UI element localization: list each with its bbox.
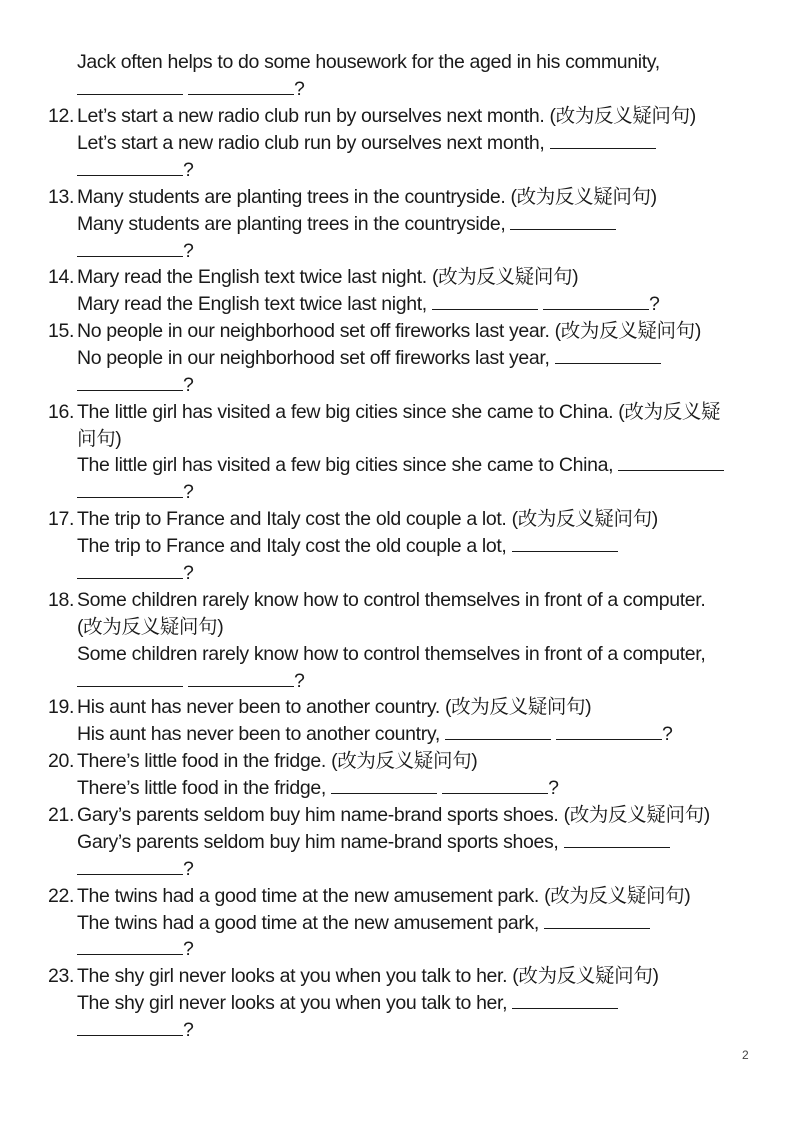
answer-blank[interactable] (77, 560, 183, 579)
question-number: 21. (48, 804, 75, 826)
answer-blank[interactable] (510, 211, 616, 230)
answer-stem: His aunt has never been to another country, (77, 723, 440, 745)
answer-stem: There’s little food in the fridge, (77, 777, 326, 799)
question-prompt: There’s little food in the fridge. (77, 750, 326, 772)
answer-stem: Mary read the English text twice last night, (77, 293, 427, 315)
question-mark: ? (183, 240, 194, 262)
question-prompt: His aunt has never been to another country. (77, 696, 440, 718)
instruction: (改为反义疑问句) (554, 320, 701, 342)
answer-blank[interactable] (432, 291, 538, 310)
question-number: 20. (48, 750, 75, 772)
question-number: 19. (48, 696, 75, 718)
answer-blank[interactable] (544, 910, 650, 929)
answer-blank[interactable] (550, 130, 656, 149)
answer-blank[interactable] (445, 721, 551, 740)
question-number: 17. (48, 508, 75, 530)
answer-blank[interactable] (555, 345, 661, 364)
question-number: 18. (48, 589, 75, 611)
answer-blank[interactable] (331, 775, 437, 794)
answer-stem: Many students are planting trees in the countryside, (77, 213, 506, 235)
answer-blank[interactable] (77, 479, 183, 498)
question-mark: ? (661, 723, 673, 745)
answer-blank[interactable] (442, 775, 548, 794)
answer-blank[interactable] (77, 936, 183, 955)
question-prompt: The shy girl never looks at you when you talk to her. (77, 965, 508, 987)
answer-stem: The trip to France and Italy cost the old couple a lot, (77, 535, 507, 557)
answer-blank[interactable] (188, 668, 294, 687)
answer-blank[interactable] (543, 291, 649, 310)
answer-blank[interactable] (77, 76, 183, 95)
question-mark: ? (294, 670, 305, 692)
question-prompt: No people in our neighborhood set off fireworks last year. (77, 320, 550, 342)
question-prompt: Many students are planting trees in the countryside. (77, 186, 506, 208)
answer-blank[interactable] (556, 721, 662, 740)
question-mark: ? (648, 293, 660, 315)
answer-blank[interactable] (564, 829, 670, 848)
page-number: 2 (742, 1048, 749, 1062)
instruction: (改为反义疑问句) (563, 804, 710, 826)
instruction: (改为反义疑 (618, 401, 721, 423)
instruction: (改为反义疑问句) (431, 266, 579, 288)
question-prompt: The little girl has visited a few big cities since she came to China. (77, 401, 614, 423)
answer-stem: The twins had a good time at the new amusement park, (77, 912, 539, 934)
answer-blank[interactable] (188, 76, 294, 95)
question-prompt: Some children rarely know how to control themselves in front of a computer. (77, 589, 706, 611)
answer-blank[interactable] (77, 372, 183, 391)
question-number: 15. (48, 320, 75, 342)
answer-stem: The shy girl never looks at you when you talk to her, (77, 992, 508, 1014)
answer-blank[interactable] (77, 238, 183, 257)
answer-blank[interactable] (77, 1017, 183, 1036)
question-mark: ? (183, 938, 194, 960)
answer-stem: Gary’s parents seldom buy him name-brand sports shoes, (77, 831, 559, 853)
question-prompt: Mary read the English text twice last night. (77, 266, 427, 288)
answer-blank[interactable] (512, 533, 618, 552)
answer-stem: No people in our neighborhood set off fireworks last year, (77, 347, 550, 369)
question-prompt: The twins had a good time at the new amusement park. (77, 885, 539, 907)
question-prompt: The trip to France and Italy cost the old couple a lot. (77, 508, 507, 530)
question-number: 12. (48, 105, 75, 127)
instruction: (改为反义疑问句) (511, 508, 658, 530)
instruction: 问句) (77, 428, 122, 450)
question-mark: ? (548, 777, 559, 799)
question-number: 14. (48, 266, 75, 288)
answer-blank[interactable] (77, 668, 183, 687)
question-mark: ? (183, 481, 194, 503)
question-mark: ? (183, 858, 194, 880)
answer-stem: The little girl has visited a few big cities since she came to China, (77, 454, 614, 476)
answer-blank[interactable] (512, 990, 618, 1009)
question-number: 16. (48, 401, 75, 423)
instruction: (改为反义疑问句) (544, 885, 691, 907)
question-mark: ? (183, 1019, 194, 1041)
answer-stem: Let’s start a new radio club run by ourselves next month, (77, 132, 545, 154)
answer-blank[interactable] (77, 856, 183, 875)
answer-stem: Some children rarely know how to control themselves in front of a computer, (77, 643, 706, 665)
question-mark: ? (183, 159, 194, 181)
question-mark: ? (183, 374, 194, 396)
question-mark: ? (183, 562, 194, 584)
instruction: (改为反义疑问句) (549, 105, 696, 127)
instruction: (改为反义疑问句) (512, 965, 659, 987)
answer-stem: Jack often helps to do some housework for the aged in his community, (77, 51, 660, 73)
question-mark: ? (294, 78, 305, 100)
answer-blank[interactable] (77, 157, 183, 176)
question-number: 22. (48, 885, 75, 907)
question-prompt: Gary’s parents seldom buy him name-brand sports shoes. (77, 804, 559, 826)
question-number: 13. (48, 186, 75, 208)
question-number: 23. (48, 965, 75, 987)
answer-blank[interactable] (618, 452, 724, 471)
instruction: (改为反义疑问句) (444, 696, 592, 718)
instruction: (改为反义疑问句) (77, 616, 224, 638)
question-prompt: Let’s start a new radio club run by ourselves next month. (77, 105, 545, 127)
instruction: (改为反义疑问句) (510, 186, 657, 208)
instruction: (改为反义疑问句) (331, 750, 478, 772)
